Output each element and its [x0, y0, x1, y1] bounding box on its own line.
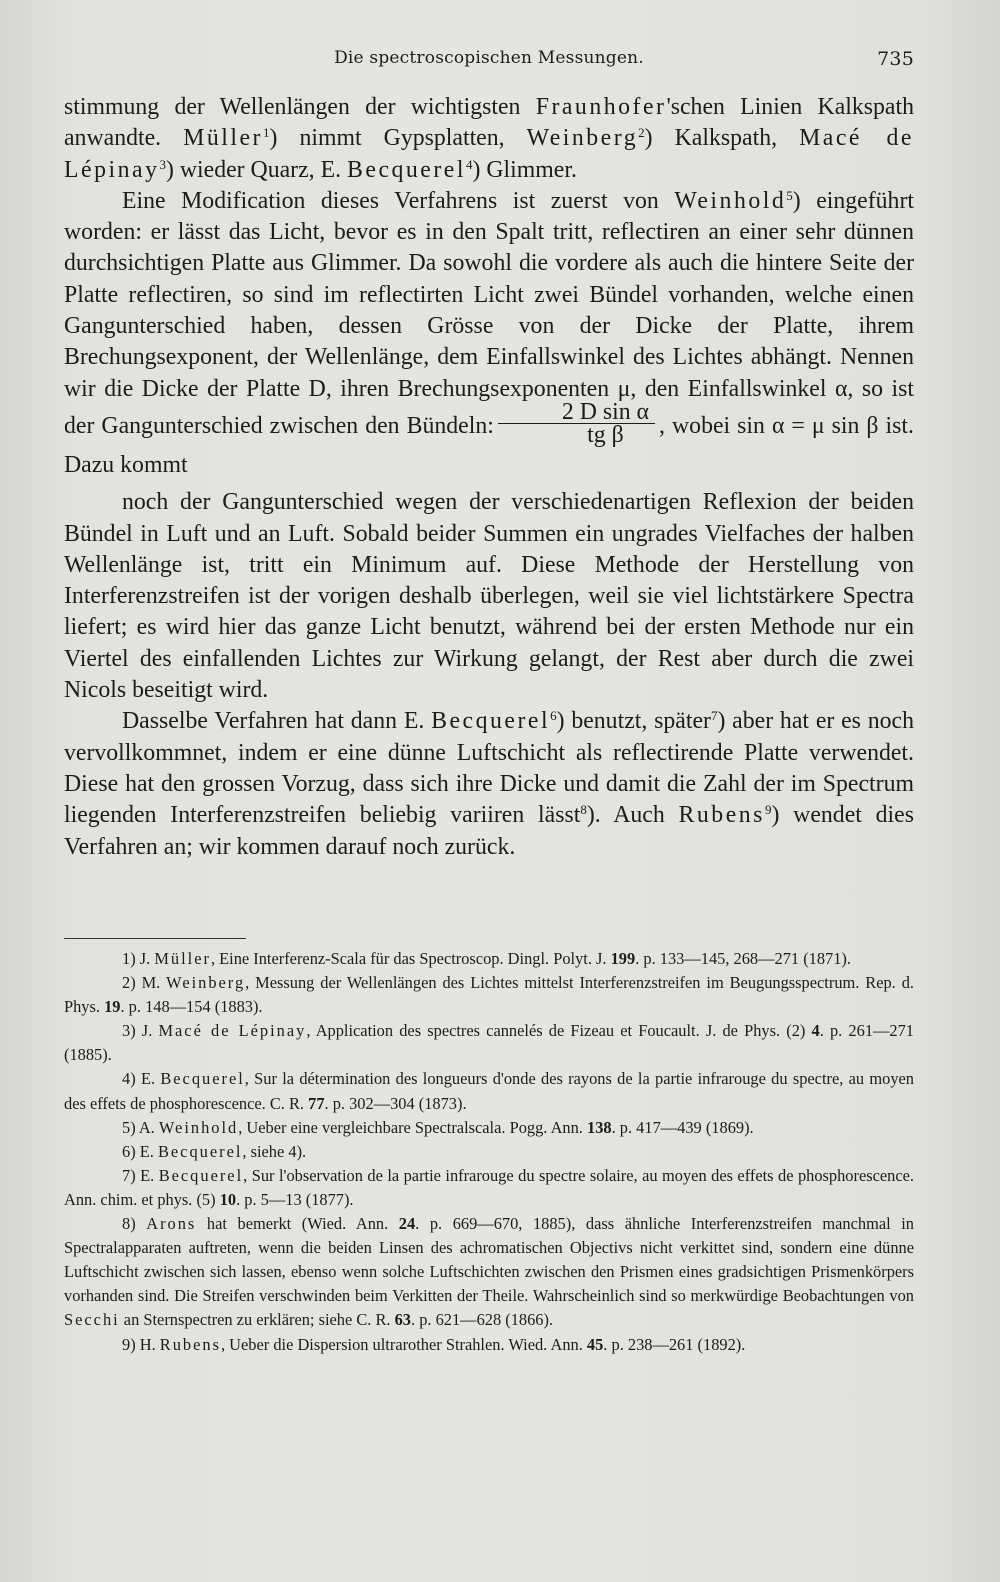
footnote: 7) E. Becquerel, Sur l'observation de la partie infrarouge du spectre solaire, au moyen des effets de phosphorescence. Ann. chim. et phys. (5) 10. p. 5—13 (1877).	[64, 1165, 914, 1209]
running-header	[64, 48, 914, 74]
formula-fraction	[498, 398, 655, 448]
footnote: 5) A. Weinhold, Ueber eine vergleichbare Spectralscala. Pogg. Ann. 138. p. 417—439 (1869).	[122, 1117, 754, 1137]
footnote: 2) M. Weinberg, Messung der Wellenlängen des Lichtes mittelst Interferenzstreifen im Beugungsspectrum. Rep. d. Phys. 19. p. 148—154 (1883).	[64, 973, 914, 1017]
running-title: Die spectroscopischen Messungen.	[334, 48, 644, 68]
footnote: 6) E. Becquerel, siehe 4).	[122, 1141, 307, 1161]
footnotes	[64, 947, 914, 1357]
author-name: Rubens	[678, 802, 765, 829]
footnote: 9) H. Rubens, Ueber die Dispersion ultrarother Strahlen. Wied. Ann. 45. p. 238—261 (1892).	[122, 1334, 746, 1354]
footnote-ref[interactable]: 1	[262, 125, 270, 141]
paragraph: stimmung der Wellenlängen der wichtigsten Fraunhofer'schen Linien Kalkspath anwandte. Müller$^1$) nimmt Gypsplatten, Weinberg$^2$) Kalkspath, Macé de Lépinay$^3$) wieder Quarz, E. Becquerel$^4$) Glimmer.	[64, 94, 914, 183]
footnote-ref[interactable]: 4	[465, 156, 473, 172]
footnote-ref[interactable]: 7	[710, 708, 718, 724]
author-name: Weinberg	[526, 125, 639, 152]
footnote-ref[interactable]: 6	[550, 708, 557, 724]
footnote: 8) Arons hat bemerkt (Wied. Ann. 24. p. 669—670, 1885), dass ähnliche Interferenzstreifen manchmal in Spectralapparaten auftreten, wenn die beiden Linsen des achromatischen Objectivs nicht verkittet sind, sondern eine dünne Luftschicht zwischen sich lassen, ebenso wenn solche Luftschichten zwischen den Prismen eines gradsichtigen Prismenkörpers vorhanden sind. Die Streifen verschwinden beim Verkitten der Theile. Wahrscheinlich sind so merkwürdige Beobachtungen von Secchi an Sternspectren zu erklären; siehe C. R. 63. p. 621—628 (1866).	[64, 1214, 914, 1330]
author-name: Weinhold	[674, 187, 787, 214]
footnote-ref[interactable]: 9	[764, 802, 772, 818]
footnote: 1) J. Müller, Eine Interferenz-Scala für das Spectroscop. Dingl. Polyt. J. 199. p. 133—145, 268—271 (1871).	[122, 949, 851, 968]
author-name: Macé de Lépinay	[64, 125, 914, 183]
main-text	[64, 92, 914, 863]
footnote: 4) E. Becquerel, Sur la détermination des longueurs d'onde des rayons de la partie infrarouge du spectre, au moyen des effets de phosphorescence. C. R. 77. p. 302—304 (1873).	[64, 1069, 914, 1113]
author-name: Becquerel	[431, 708, 551, 735]
paragraph: Dasselbe Verfahren hat dann E. Becquerel$^6$) benutzt, später$^7$) aber hat er es noch vervollkommnet, indem er eine dünne Luftschicht als reflectirende Platte verwendet. Diese hat den grossen Vorzug, dass sich ihre Dicke und damit die Zahl der im Spectrum liegenden Interferenzstreifen beliebig variiren lässt$^8$). Auch Rubens$^9$) wendet dies Verfahren an; wir kommen darauf noch zurück.	[64, 708, 914, 860]
page-number: 735	[877, 48, 914, 70]
paragraph: Eine Modification dieses Verfahrens ist zuerst von Weinhold$^5$) eingeführt worden: er lässt das Licht, bevor es in den Spalt tritt, reflectiren an einer sehr dünnen durchsichtigen Platte aus Glimmer. Da sowohl die vordere als auch die hintere Seite der Platte reflectiren, so sind im reflectirten Licht zwei Bündel vorhanden, welche einen Gangunterschied haben, dessen Grösse von der Dicke der Platte, ihrem Brechungsexponent, der Wellenlänge, dem Einfallswinkel des Lichtes abhängt. Nennen wir die Dicke der Platte D, ihren Brechungsexponenten μ, den Einfallswinkel α, so ist der Gangunterschied zwischen den Bündeln: $\frac{\text{2 D sin α}}{\text{tg β}}$ , wobei sin α = μ sin β ist. Dazu kommt noch der Gangunterschied wegen der verschiedenartigen Reflexion der beiden Bündel in Luft und an Luft. Sobald beider Summen ein ungrades Vielfaches der halben Wellenlänge ist, tritt ein Minimum auf. Diese Methode der Herstellung von Interferenzstreifen ist der vorigen deshalb überlegen, weil sie viel lichtstärkere Spectra liefert; es wird hier das ganze Licht benutzt, während bei der ersten Methode nur ein Viertel des einfallenden Lichtes zur Wirkung gelangt, der Rest aber durch die zwei Nicols beseitigt wird.	[64, 187, 914, 704]
footnote-ref[interactable]: 5	[786, 187, 793, 203]
footnote-ref[interactable]: 3	[159, 156, 166, 172]
footnote-ref[interactable]: 8	[580, 802, 587, 818]
footnote: 3) J. Macé de Lépinay, Application des spectres cannelés de Fizeau et Foucault. J. de Phys. (2) 4. p. 261—271 (1885).	[64, 1021, 914, 1065]
author-name: Müller	[183, 125, 263, 152]
author-name: Becquerel	[347, 156, 466, 183]
fraction-denominator: tg β	[587, 421, 624, 448]
footnote-ref[interactable]: 2	[638, 125, 645, 141]
author-name: Fraunhofer	[535, 94, 667, 120]
fraction-numerator: 2 D sin α	[498, 401, 655, 424]
footnote-divider	[64, 938, 246, 939]
